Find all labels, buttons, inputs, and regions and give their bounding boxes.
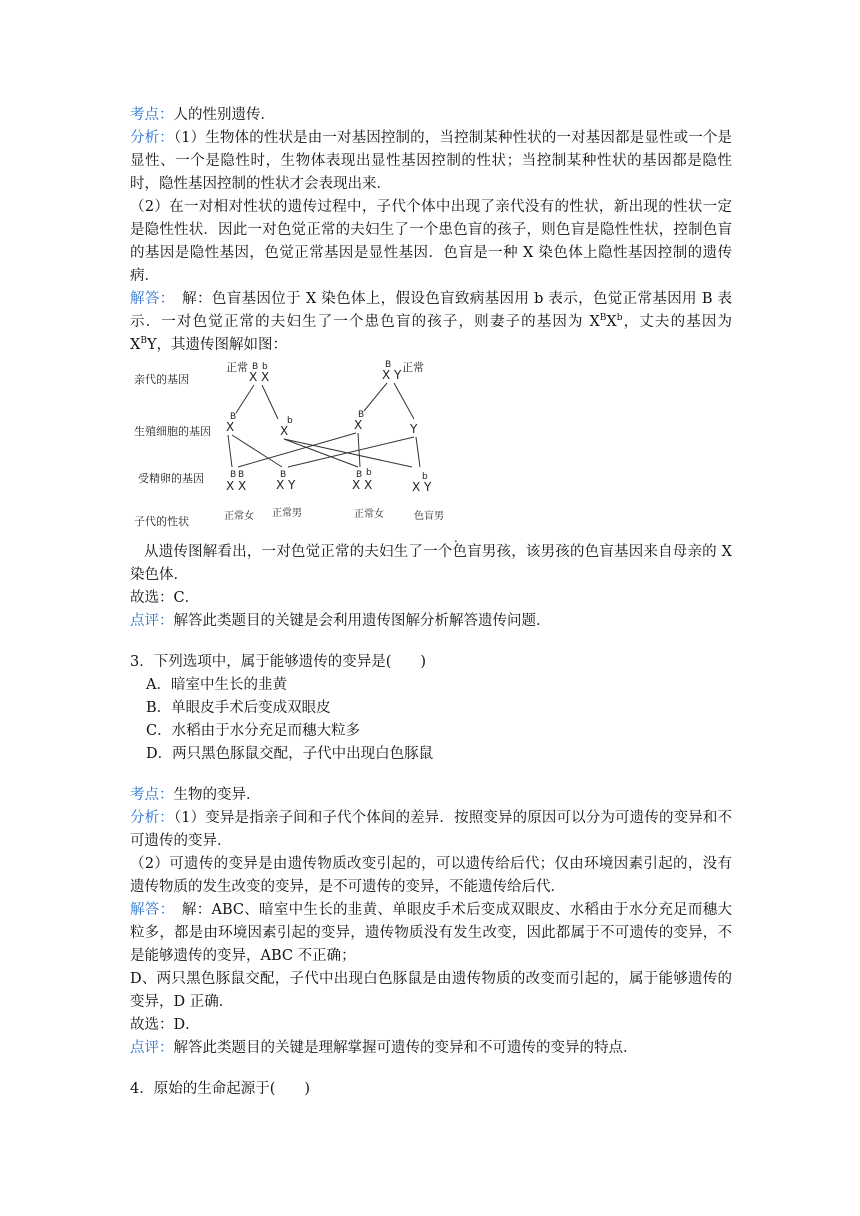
jieda-label: 解答： [130, 902, 168, 918]
q3-fenxi-p2: （2）可遗传的变异是由遗传物质改变引起的，可以遗传给后代；仅由环境因素引起的，没有遗传物质的发生改变的变异，是不可遗传的变异，不能遗传给后代． [130, 856, 732, 895]
q3-stem: 3．下列选项中，属于能够遗传的变异是( ) [130, 654, 427, 670]
genetic-diagram [132, 359, 462, 545]
q3-dianping: 点评：解答此类题目的关键是理解掌握可遗传的变异和不可遗传的变异的特点． [130, 1040, 638, 1056]
svg-text:X X: X X [352, 478, 373, 492]
genetic-diagram-svg [132, 359, 462, 535]
fenxi-label: 分析： [130, 810, 174, 826]
mother-label: 正常 [226, 361, 248, 374]
inheritance-lines [228, 383, 420, 467]
svg-text:Y: Y [410, 422, 418, 436]
q3-option-d: D．两只黑色豚鼠交配，子代中出现白色豚鼠 [146, 746, 434, 762]
q4-stem: 4．原始的生命起源于( ) [130, 1081, 311, 1097]
svg-text:B: B [356, 470, 363, 480]
svg-text:B: B [252, 362, 259, 372]
offspring-4: 色盲男 [414, 511, 444, 522]
dianping-label: 点评： [130, 1040, 174, 1056]
svg-text:B: B [385, 360, 392, 370]
svg-text:B: B [238, 470, 245, 480]
document-page [130, 104, 732, 1101]
q3-fenxi: 分析：（1）变异是指亲子间和子代个体间的差异．按照变异的原因可以分为可遗传的变异和不可遗传的变异． [130, 810, 732, 849]
q2-fenxi: 分析：（1）生物体的性状是由一对基因控制的，当控制某种性状的一对基因都是显性或一个是显性、一个是隐性时，生物体表现出显性基因控制的性状；当控制某种性状的基因都是隐性时，隐性基因控制的性状才会表现出来． [130, 130, 732, 192]
q2-conclusion: 从遗传图解看出，一对色觉正常的夫妇生了一个色盲男孩，该男孩的色盲基因来自母亲的 X 染色体． [130, 544, 732, 583]
dianping-label: 点评： [130, 613, 174, 629]
q2-answer: 故选：C． [130, 590, 200, 606]
diagram-end-dot: . [454, 531, 458, 545]
svg-text:X: X [354, 418, 363, 432]
offspring-2: 正常男 [272, 508, 302, 519]
svg-text:X Y: X Y [412, 480, 432, 494]
svg-text:X Y: X Y [276, 478, 296, 492]
row-label-parents: 亲代的基因 [134, 373, 189, 386]
svg-text:b: b [422, 472, 428, 482]
svg-text:B: B [230, 470, 237, 480]
svg-text:b: b [366, 468, 372, 478]
kaodian-label: 考点： [130, 787, 174, 803]
q3-kaodian: 考点：生物的变异． [130, 787, 261, 803]
svg-text:b: b [262, 362, 268, 372]
svg-text:B: B [230, 412, 237, 422]
offspring-1: 正常女 [224, 511, 254, 522]
svg-text:X Y: X Y [382, 368, 402, 382]
q2-dianping: 点评：解答此类题目的关键是会利用遗传图解分析解答遗传问题． [130, 613, 551, 629]
q2-fenxi-p2: （2）在一对相对性状的遗传过程中，子代个体中出现了亲代没有的性状，新出现的性状一定是隐性性状．因此一对色觉正常的夫妇生了一个患色盲的孩子，则色盲是隐性性状，控制色盲的基因是隐性基因，色觉正常基因是显性基因．色盲是一种 X 染色体上隐性基因控制的遗传病． [130, 199, 732, 284]
q2-jieda: 解答： 解：色盲基因位于 X 染色体上，假设色盲致病基因用 b 表示，色觉正常基因用 B 表示．一对色觉正常的夫妇生了一个患色盲的孩子，则妻子的基因为 $X^BX^b$，丈夫的基因为 $X^BY$，其遗传图解如图： [130, 291, 733, 353]
gamete-genotypes [226, 410, 418, 438]
q3-answer: 故选：D． [130, 1017, 200, 1033]
svg-text:B: B [358, 410, 365, 420]
zygote-genotypes [226, 468, 432, 494]
parent-genotypes [249, 360, 402, 384]
row-label-zygotes: 受精卵的基因 [138, 472, 204, 485]
svg-text:X: X [226, 420, 235, 434]
q3-option-b: B．单眼皮手术后变成双眼皮 [146, 700, 331, 716]
svg-text:B: B [280, 470, 287, 480]
q3-option-c: C．水稻由于水分充足而穗大粒多 [146, 723, 361, 739]
kaodian-label: 考点： [130, 107, 174, 123]
q3-jieda: 解答： 解：ABC、暗室中生长的韭黄、单眼皮手术后变成双眼皮、水稻由于水分充足而穗大粒多，都是由环境因素引起的变异，遗传物质没有发生改变，因此都属于不可遗传的变异，不是能够遗传的变异，ABC 不正确； [130, 902, 732, 964]
q3-option-a: A．暗室中生长的韭黄 [146, 677, 287, 693]
q3-jieda-p2: D、两只黑色豚鼠交配，子代中出现白色豚鼠是由遗传物质的改变而引起的，属于能够遗传的变异，D 正确． [130, 971, 732, 1010]
svg-text:X X: X X [249, 370, 270, 384]
svg-text:X X: X X [226, 479, 247, 493]
svg-text:X: X [280, 424, 289, 438]
row-label-gametes: 生殖细胞的基因 [134, 425, 211, 438]
q2-kaodian: 考点：人的性别遗传． [130, 107, 275, 123]
row-label-phenotypes: 子代的性状 [134, 515, 189, 528]
offspring-3: 正常女 [354, 509, 384, 520]
svg-text:b: b [287, 416, 293, 426]
jieda-label: 解答： [130, 291, 168, 307]
fenxi-label: 分析： [130, 130, 174, 146]
father-label: 正常 [402, 361, 424, 374]
